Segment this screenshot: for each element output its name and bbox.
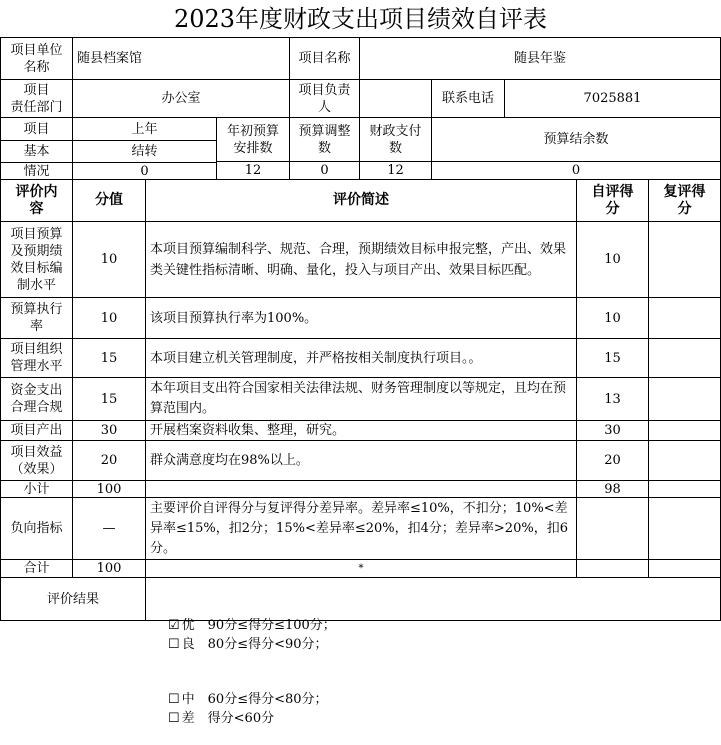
- option-text: 优 90分≤得分≤100分；: [181, 618, 336, 633]
- checkbox-icon[interactable]: ☐: [168, 711, 180, 726]
- row-self-score: 10: [577, 222, 649, 298]
- subtotal-review-score: [649, 481, 721, 498]
- header-desc: 评价简述: [146, 180, 577, 222]
- negative-score: —: [73, 498, 146, 560]
- row-self-score: 10: [577, 298, 649, 339]
- dept-label: 项目 责任部门: [0, 80, 73, 118]
- row-review-score: [649, 378, 721, 421]
- row-name: 资金支出 合理合规: [0, 378, 73, 421]
- row-desc: 本项目建立机关管理制度，并严格按相关制度执行项目。。: [146, 339, 577, 378]
- row-desc: 群众满意度均在98%以上。: [146, 441, 577, 481]
- row-desc: 该项目预算执行率为100%。: [146, 298, 577, 339]
- header-self: 自评得 分: [577, 180, 649, 222]
- page-title: 2023年度财政支出项目绩效自评表: [173, 5, 548, 33]
- row-desc: 本项目预算编制科学、规范、合理，预期绩效目标申报完整，产出、效果类关键性指标清晰、明确、量化，投入与项目产出、效果目标匹配。: [146, 222, 577, 298]
- result-row: [168, 671, 720, 728]
- checkbox-icon[interactable]: ☐: [168, 637, 180, 652]
- project-name-label: 项目名称: [290, 37, 360, 80]
- negative-self-score: [577, 498, 649, 560]
- option-text: 差 得分<60分: [181, 711, 275, 726]
- dept-value: 办公室: [73, 80, 290, 118]
- row-review-score: [649, 421, 721, 441]
- row-review-score: [649, 339, 721, 378]
- initial-budget-value: 12: [217, 162, 290, 180]
- row-review-score: [649, 222, 721, 298]
- row-review-score: [649, 441, 721, 481]
- leader-label: 项目负责 人: [290, 80, 360, 118]
- total-review-score: [649, 560, 721, 578]
- payment-label: 财政支付 数: [360, 118, 432, 162]
- row-score: 30: [73, 421, 146, 441]
- unit-label: 项目单位 名称: [0, 37, 73, 80]
- basic-label-3: 情况: [0, 162, 73, 180]
- adjust-label: 预算调整 数: [290, 118, 360, 162]
- row-name: 项目效益 （效果）: [0, 441, 73, 481]
- adjust-value: 0: [290, 162, 360, 180]
- row-name: 项目产出: [0, 421, 73, 441]
- row-name: 预算执行 率: [0, 298, 73, 339]
- header-review: 复评得 分: [649, 180, 721, 222]
- row-self-score: 30: [577, 421, 649, 441]
- balance-value: 0: [432, 162, 721, 180]
- header-content: 评价内 容: [0, 180, 73, 222]
- header-score: 分值: [73, 180, 146, 222]
- row-desc: 本年项目支出符合国家相关法律法规、财务管理制度以等规定，且均在预算范围内。: [146, 378, 577, 421]
- row-score: 15: [73, 378, 146, 421]
- basic-label-2: 基本: [0, 140, 73, 162]
- result-option-poor[interactable]: [168, 711, 274, 726]
- row-desc: 开展档案资料收集、整理，研究。: [146, 421, 577, 441]
- subtotal-desc: [146, 481, 577, 498]
- result-row: [168, 597, 720, 654]
- row-name: 项目预算 及预期绩 效目标编 制水平: [0, 222, 73, 298]
- carry-label-bottom: 结转: [73, 140, 217, 162]
- payment-value: 12: [360, 162, 432, 180]
- leader-value: [360, 80, 432, 118]
- subtotal-score: 100: [73, 481, 146, 498]
- row-score: 20: [73, 441, 146, 481]
- total-mark: *: [146, 560, 577, 578]
- option-text: 良 80分≤得分<90分；: [181, 637, 328, 652]
- result-option-medium[interactable]: [168, 690, 378, 709]
- project-name-value: 随县年鉴: [360, 37, 721, 80]
- checkbox-icon[interactable]: ☐: [168, 692, 180, 707]
- initial-budget-label: 年初预算 安排数: [217, 118, 290, 162]
- row-score: 10: [73, 222, 146, 298]
- result-label: 评价结果: [0, 578, 146, 621]
- result-options: [146, 578, 721, 726]
- row-self-score: 20: [577, 441, 649, 481]
- row-self-score: 15: [577, 339, 649, 378]
- result-option-excellent[interactable]: [168, 616, 378, 635]
- option-text: 中 60分≤得分<80分；: [181, 692, 328, 707]
- phone-value: 7025881: [505, 80, 721, 118]
- subtotal-label: 小计: [0, 481, 73, 498]
- carry-label-top: 上年: [73, 118, 217, 140]
- balance-label: 预算结余数: [432, 118, 721, 162]
- negative-label: 负向指标: [0, 498, 73, 560]
- checked-box-icon[interactable]: ☑: [168, 618, 180, 633]
- result-option-good[interactable]: [168, 637, 328, 652]
- row-score: 15: [73, 339, 146, 378]
- negative-desc: 主要评价自评得分与复评得分差异率。差异率≤10%，不扣分；10%<差异率≤15%，扣2分；15%<差异率≤20%，扣4分；差异率>20%，扣6分。: [146, 498, 577, 560]
- row-name: 项目组织 管理水平: [0, 339, 73, 378]
- basic-label-1: 项目: [0, 118, 73, 140]
- row-review-score: [649, 298, 721, 339]
- total-score: 100: [73, 560, 146, 578]
- total-label: 合计: [0, 560, 73, 578]
- row-self-score: 13: [577, 378, 649, 421]
- row-score: 10: [73, 298, 146, 339]
- subtotal-self-score: 98: [577, 481, 649, 498]
- carry-value: 0: [73, 162, 217, 180]
- total-self-score: [577, 560, 649, 578]
- negative-review-score: [649, 498, 721, 560]
- unit-value: 随县档案馆: [73, 37, 290, 80]
- phone-label: 联系电话: [432, 80, 505, 118]
